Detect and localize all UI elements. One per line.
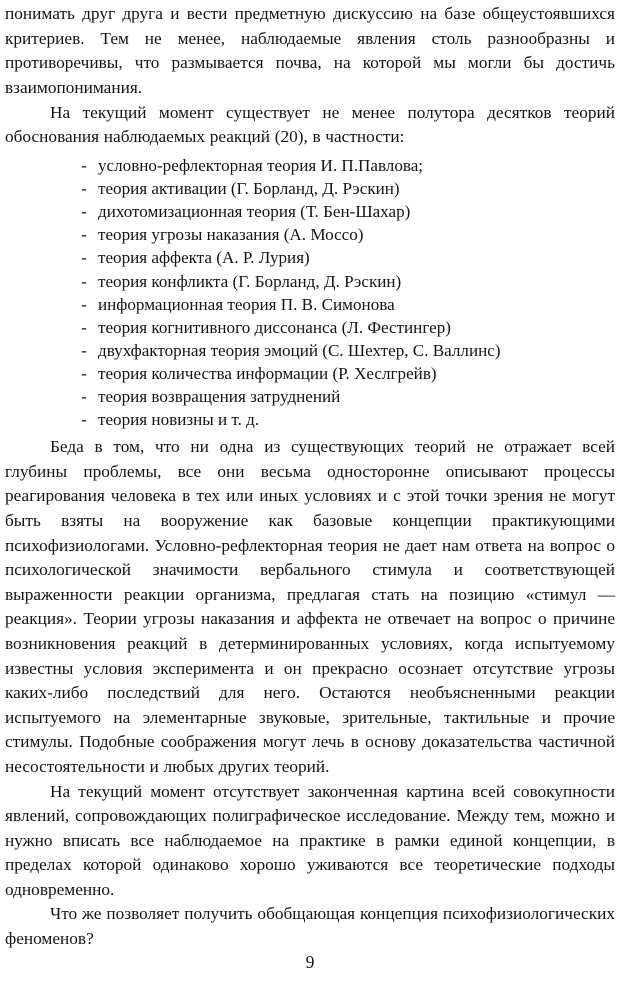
list-item-label: теория возвращения затруднений: [98, 387, 341, 406]
list-item-label: теория конфликта (Г. Борланд, Д. Рэскин): [98, 271, 402, 291]
paragraph-beda: Беда в том, что ни одна из существующих теорий не отражает всей глубины проблемы, все они весьма односторонне описывают процессы реагирования человека в тех или иных условиях и с этой точки зрения не могут быть взяты на вооружение как базовые концепции практикующими психофизиологами. Условно-рефлекторная теория не дает нам ответа на вопрос о психологической значимости вербального стимула и соответствующей выраженности реакции организма, предлагая стать на позицию «стимул — реакция». Теории угрозы наказания и аффекта не отвечает на вопрос о причине возникновения реакций в детерминированных условиях, когда испытуемому известны условия эксперимента и он прекрасно осознает отсутствие угрозы каких-либо последствий для него. Остаются необъясненными реакции испытуемого на элементарные звуковые, зрительные, тактильные и прочие стимулы. Подобные соображения могут лечь в основу доказательства частичной несостоятельности и любых других теорий.: [5, 437, 615, 776]
list-item: [5, 200, 615, 223]
theory-list: [5, 154, 615, 431]
list-item: [5, 293, 615, 316]
bullet-dash: -: [81, 179, 87, 199]
paragraph-opening: понимать друг друга и вести предметную дискуссию на базе общеустоявшихся критериев. Тем не менее, наблюдаемые явления столь разнообразны и противоречивы, что размывается почва, на которой мы могли бы достичь взаимопонимания.: [5, 4, 615, 97]
bullet-dash: -: [81, 340, 87, 360]
bullet-dash: -: [81, 410, 87, 430]
page-text-column: [5, 0, 615, 952]
bullet-dash: -: [81, 294, 87, 314]
list-item: [5, 408, 615, 431]
bullet-dash: -: [81, 248, 87, 268]
paragraph-current-moment: На текущий момент отсутствует законченная картина всей совокупности явлений, сопровождающих полиграфическое исследование. Между тем, можно и нужно вписать все наблюдаемое на практике в рамки единой концепции, в пределах которой одинаково хорошо уживаются все теоретические подходы одновременно.: [5, 781, 615, 899]
list-item: [5, 385, 615, 408]
bullet-dash: -: [81, 317, 87, 337]
list-item: [5, 223, 615, 246]
list-item: [5, 270, 615, 293]
list-item-label: теория количества информации (Р. Хеслгрейв): [98, 363, 437, 383]
page-number: 9: [305, 952, 315, 972]
paragraph-question: Что же позволяет получить обобщающая концепция психофизиологических феноменов?: [5, 904, 615, 949]
list-item-label: теория аффекта (А. Р. Лурия): [98, 248, 310, 268]
bullet-dash: -: [81, 225, 87, 245]
list-item-label: теория новизны и т. д.: [98, 410, 260, 430]
list-item: [5, 339, 615, 362]
list-item: [5, 246, 615, 269]
list-item-label: теория угрозы наказания (А. Моссо): [98, 225, 364, 245]
list-item: [5, 316, 615, 339]
list-item-label: дихотомизационная теория (Т. Бен-Шахар): [98, 202, 411, 222]
bullet-dash: -: [81, 271, 87, 291]
bullet-dash: -: [81, 202, 87, 222]
list-item-label: теория активации (Г. Борланд, Д. Рэскин): [98, 179, 400, 199]
bullet-dash: -: [81, 363, 87, 383]
paragraph-theories-intro: На текущий момент существует не менее полутора десятков теорий обоснования наблюдаемых реакций (20), в частности:: [5, 102, 615, 147]
list-item-label: теория когнитивного диссонанса (Л. Фестингер): [98, 317, 451, 337]
list-item-label: условно-рефлекторная теория И. П.Павлова;: [98, 156, 424, 176]
list-item: [5, 362, 615, 385]
bullet-dash: -: [81, 156, 87, 176]
list-item-label: двухфакторная теория эмоций (С. Шехтер, С. Валлинс): [98, 340, 501, 360]
list-item-label: информационная теория П. В. Симонова: [98, 294, 395, 314]
list-item: [5, 154, 615, 177]
list-item: [5, 177, 615, 200]
bullet-dash: -: [81, 387, 87, 406]
